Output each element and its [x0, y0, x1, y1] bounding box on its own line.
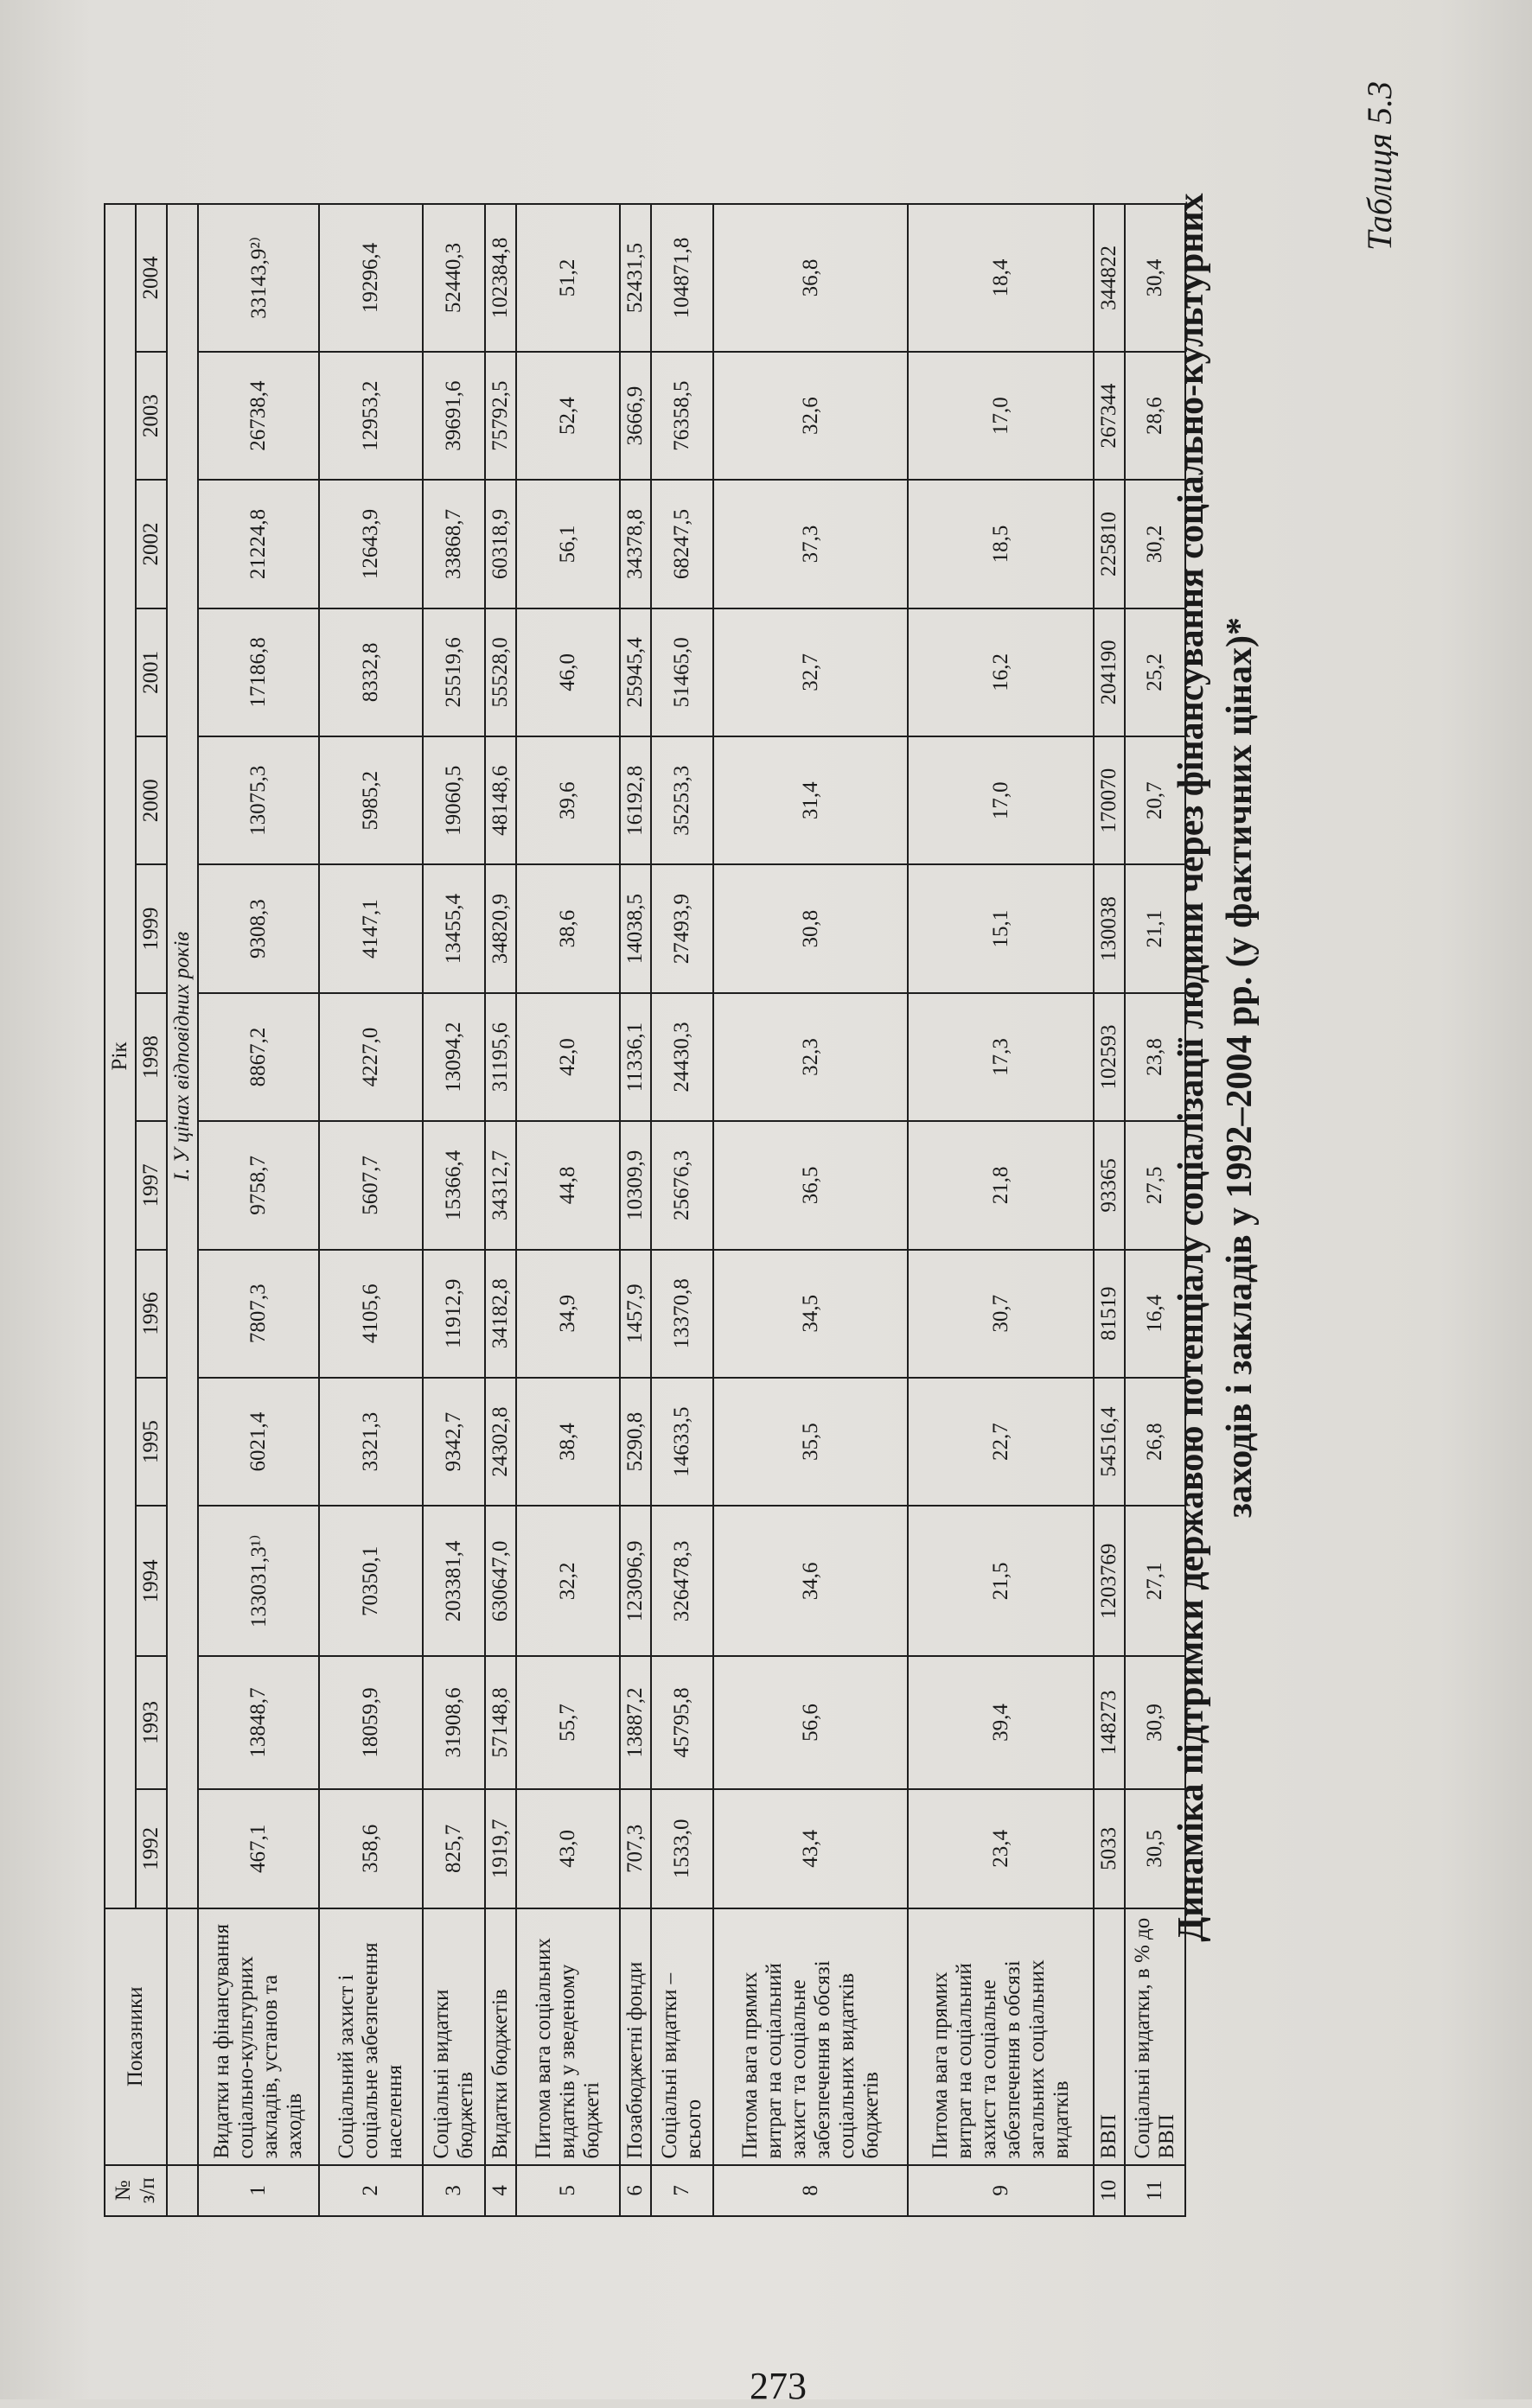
row-label: Видатки на фінансування соціально-культурних закладів, установ та заходів — [198, 1908, 319, 2165]
table-cell: 30,2 — [1125, 480, 1185, 608]
header-year-cell: 1999 — [136, 864, 167, 992]
table-cell: 43,4 — [713, 1789, 908, 1908]
table-cell: 18,5 — [908, 480, 1094, 608]
table-cell: 21224,8 — [198, 480, 319, 608]
table-cell: 344822 — [1094, 204, 1125, 352]
header-year-cell: 1997 — [136, 1121, 167, 1249]
data-table — [104, 203, 1186, 2217]
row-label: Соціальні видатки, в % до ВВП — [1125, 1908, 1185, 2165]
table-cell: 13848,7 — [198, 1656, 319, 1788]
table-row — [620, 204, 651, 2216]
title-line-2: заходів і закладів у 1992–2004 рр. (у фактичних цінах)* — [1220, 617, 1260, 1519]
table-cell: 25,2 — [1125, 608, 1185, 736]
table-cell: 27493,9 — [651, 864, 713, 992]
table-cell: 25676,3 — [651, 1121, 713, 1249]
header-year-cell: 1996 — [136, 1250, 167, 1378]
row-number: 2 — [319, 2165, 423, 2216]
table-cell: 48148,6 — [485, 736, 516, 864]
row-number: 8 — [713, 2165, 908, 2216]
table-cell: 46,0 — [516, 608, 620, 736]
table-cell: 16,2 — [908, 608, 1094, 736]
header-year-cell: 2002 — [136, 480, 167, 608]
table-cell: 42,0 — [516, 993, 620, 1121]
header-year-cell: 2000 — [136, 736, 167, 864]
table-cell: 43,0 — [516, 1789, 620, 1908]
row-number: 4 — [485, 2165, 516, 2216]
table-cell: 133031,3¹⁾ — [198, 1506, 319, 1656]
table-row — [908, 204, 1094, 2216]
table-cell: 21,1 — [1125, 864, 1185, 992]
table-cell: 34312,7 — [485, 1121, 516, 1249]
row-number: 7 — [651, 2165, 713, 2216]
table-cell: 17186,8 — [198, 608, 319, 736]
table-cell: 5607,7 — [319, 1121, 423, 1249]
table-row — [1094, 204, 1125, 2216]
table-cell: 56,1 — [516, 480, 620, 608]
table-cell: 55528,0 — [485, 608, 516, 736]
table-cell: 39,6 — [516, 736, 620, 864]
table-cell: 8332,8 — [319, 608, 423, 736]
table-cell: 30,9 — [1125, 1656, 1185, 1788]
table-cell: 14633,5 — [651, 1378, 713, 1506]
table-cell: 32,3 — [713, 993, 908, 1121]
row-label: Видатки бюджетів — [485, 1908, 516, 2165]
table-row — [713, 204, 908, 2216]
table-cell: 7807,3 — [198, 1250, 319, 1378]
table-cell: 76358,5 — [651, 352, 713, 480]
table-cell: 1919,7 — [485, 1789, 516, 1908]
table-cell: 9758,7 — [198, 1121, 319, 1249]
table-row — [651, 204, 713, 2216]
table-cell: 25945,4 — [620, 608, 651, 736]
table-cell: 25519,6 — [423, 608, 485, 736]
row-label: ВВП — [1094, 1908, 1125, 2165]
row-label: Питома вага прямих витрат на соціальний захист та соціальне забезпечення в обсязі загальних соціальних видатків — [908, 1908, 1094, 2165]
table-cell: 51,2 — [516, 204, 620, 352]
page-number: 273 — [750, 2365, 807, 2407]
table-cell: 17,3 — [908, 993, 1094, 1121]
row-number: 10 — [1094, 2165, 1125, 2216]
row-number: 3 — [423, 2165, 485, 2216]
row-label: Соціальний захист і соціальне забезпечення населення — [319, 1908, 423, 2165]
table-cell: 22,7 — [908, 1378, 1094, 1506]
header-indicator: Показники — [105, 1908, 167, 2165]
table-cell: 56,6 — [713, 1656, 908, 1788]
table-cell: 27,1 — [1125, 1506, 1185, 1656]
table-cell: 18059,9 — [319, 1656, 423, 1788]
rotated-content — [52, 0, 1452, 2247]
row-label: Питома вага прямих витрат на соціальний захист та соціальне забезпечення в обсязі соціальних видатків бюджетів — [713, 1908, 908, 2165]
table-cell: 16192,8 — [620, 736, 651, 864]
table-cell: 4147,1 — [319, 864, 423, 992]
table-cell: 102384,8 — [485, 204, 516, 352]
table-cell: 20,7 — [1125, 736, 1185, 864]
table-row — [423, 204, 485, 2216]
table-cell: 31195,6 — [485, 993, 516, 1121]
table-cell: 15,1 — [908, 864, 1094, 992]
table-cell: 34378,8 — [620, 480, 651, 608]
row-number: 11 — [1125, 2165, 1185, 2216]
row-label: Соціальні видатки – всього — [651, 1908, 713, 2165]
table-cell: 10309,9 — [620, 1121, 651, 1249]
table-cell: 18,4 — [908, 204, 1094, 352]
table-cell: 35,5 — [713, 1378, 908, 1506]
table-cell: 36,8 — [713, 204, 908, 352]
table-cell: 27,5 — [1125, 1121, 1185, 1249]
header-year-cell: 1998 — [136, 993, 167, 1121]
table-cell: 102593 — [1094, 993, 1125, 1121]
table-cell: 26,8 — [1125, 1378, 1185, 1506]
table-cell: 204190 — [1094, 608, 1125, 736]
table-cell: 55,7 — [516, 1656, 620, 1788]
table-cell: 13887,2 — [620, 1656, 651, 1788]
table-cell: 17,0 — [908, 736, 1094, 864]
table-cell: 12953,2 — [319, 352, 423, 480]
table-cell: 5985,2 — [319, 736, 423, 864]
table-row — [485, 204, 516, 2216]
table-cell: 24302,8 — [485, 1378, 516, 1506]
table-cell: 34,9 — [516, 1250, 620, 1378]
table-cell: 45795,8 — [651, 1656, 713, 1788]
section-row — [167, 204, 198, 2216]
table-cell: 38,6 — [516, 864, 620, 992]
table-row — [319, 204, 423, 2216]
row-number: 6 — [620, 2165, 651, 2216]
table-cell: 1533,0 — [651, 1789, 713, 1908]
table-cell: 26738,4 — [198, 352, 319, 480]
table-cell: 54516,4 — [1094, 1378, 1125, 1506]
table-cell: 70350,1 — [319, 1506, 423, 1656]
table-cell: 467,1 — [198, 1789, 319, 1908]
table-cell: 225810 — [1094, 480, 1125, 608]
table-cell: 23,8 — [1125, 993, 1185, 1121]
table-cell: 15366,4 — [423, 1121, 485, 1249]
table-cell: 75792,5 — [485, 352, 516, 480]
title-line-1: Динаміка підтримки державою потенціалу соціалізації людини через фінансування соціально-культурних — [1171, 193, 1211, 1942]
table-cell: 13075,3 — [198, 736, 319, 864]
table-cell: 33143,9²⁾ — [198, 204, 319, 352]
table-cell: 30,5 — [1125, 1789, 1185, 1908]
table-cell: 52,4 — [516, 352, 620, 480]
table-cell: 34,5 — [713, 1250, 908, 1378]
table-cell: 4105,6 — [319, 1250, 423, 1378]
table-row — [198, 204, 319, 2216]
header-no: № з/п — [105, 2165, 167, 2216]
table-cell: 24430,3 — [651, 993, 713, 1121]
table-cell: 30,7 — [908, 1250, 1094, 1378]
table-cell: 33868,7 — [423, 480, 485, 608]
table-cell: 5290,8 — [620, 1378, 651, 1506]
table-cell: 21,8 — [908, 1121, 1094, 1249]
table-cell: 52431,5 — [620, 204, 651, 352]
table-cell: 4227,0 — [319, 993, 423, 1121]
table-cell: 14038,5 — [620, 864, 651, 992]
table-cell: 35253,3 — [651, 736, 713, 864]
table-cell: 6021,4 — [198, 1378, 319, 1506]
table-cell: 39691,6 — [423, 352, 485, 480]
table-cell: 31,4 — [713, 736, 908, 864]
table-cell: 17,0 — [908, 352, 1094, 480]
table-cell: 38,4 — [516, 1378, 620, 1506]
table-cell: 203381,4 — [423, 1506, 485, 1656]
row-number: 9 — [908, 2165, 1094, 2216]
table-cell: 13455,4 — [423, 864, 485, 992]
table-cell: 19296,4 — [319, 204, 423, 352]
row-label: Позабюджетні фонди — [620, 1908, 651, 2165]
table-cell: 32,6 — [713, 352, 908, 480]
header-year-cell: 1995 — [136, 1378, 167, 1506]
table-cell: 104871,8 — [651, 204, 713, 352]
table-cell: 23,4 — [908, 1789, 1094, 1908]
table-cell: 3321,3 — [319, 1378, 423, 1506]
table-cell: 8867,2 — [198, 993, 319, 1121]
table-cell: 825,7 — [423, 1789, 485, 1908]
table-cell: 37,3 — [713, 480, 908, 608]
table-cell: 19060,5 — [423, 736, 485, 864]
table-cell: 1457,9 — [620, 1250, 651, 1378]
row-label: Питома вага соціальних видатків у зведеному бюджеті — [516, 1908, 620, 2165]
table-cell: 170070 — [1094, 736, 1125, 864]
table-cell: 12643,9 — [319, 480, 423, 608]
table-cell: 81519 — [1094, 1250, 1125, 1378]
table-cell: 13370,8 — [651, 1250, 713, 1378]
table-cell: 68247,5 — [651, 480, 713, 608]
table-cell: 32,2 — [516, 1506, 620, 1656]
table-cell: 30,8 — [713, 864, 908, 992]
table-cell: 11912,9 — [423, 1250, 485, 1378]
table-cell: 34,6 — [713, 1506, 908, 1656]
table-label: Таблиця 5.3 — [1360, 81, 1399, 251]
table-cell: 11336,1 — [620, 993, 651, 1121]
table-cell: 30,4 — [1125, 204, 1185, 352]
table-cell: 52440,3 — [423, 204, 485, 352]
row-number: 1 — [198, 2165, 319, 2216]
table-cell: 93365 — [1094, 1121, 1125, 1249]
table-cell: 34182,8 — [485, 1250, 516, 1378]
header-year-cell: 1992 — [136, 1789, 167, 1908]
row-label: Соціальні видатки бюджетів — [423, 1908, 485, 2165]
table-cell: 3666,9 — [620, 352, 651, 480]
table-cell: 5033 — [1094, 1789, 1125, 1908]
table-cell: 9308,3 — [198, 864, 319, 992]
header-year-cell: 1994 — [136, 1506, 167, 1656]
table-cell: 28,6 — [1125, 352, 1185, 480]
table-cell: 130038 — [1094, 864, 1125, 992]
section-heading: I. У цінах відповідних років — [167, 204, 198, 1908]
table-cell: 13094,2 — [423, 993, 485, 1121]
table-cell: 707,3 — [620, 1789, 651, 1908]
table-cell: 34820,9 — [485, 864, 516, 992]
table-cell: 31908,6 — [423, 1656, 485, 1788]
table-cell: 148273 — [1094, 1656, 1125, 1788]
table-cell: 60318,9 — [485, 480, 516, 608]
table-cell: 326478,3 — [651, 1506, 713, 1656]
table-cell: 51465,0 — [651, 608, 713, 736]
header-year-group: Рік — [105, 204, 136, 1908]
table-cell: 44,8 — [516, 1121, 620, 1249]
table-cell: 1203769 — [1094, 1506, 1125, 1656]
table-row — [516, 204, 620, 2216]
header-year-cell: 1993 — [136, 1656, 167, 1788]
table-cell: 123096,9 — [620, 1506, 651, 1656]
table-cell: 267344 — [1094, 352, 1125, 480]
header-row-years — [136, 204, 167, 2216]
header-year-cell: 2001 — [136, 608, 167, 736]
table-cell: 36,5 — [713, 1121, 908, 1249]
table-cell: 21,5 — [908, 1506, 1094, 1656]
table-cell: 16,4 — [1125, 1250, 1185, 1378]
table-cell: 57148,8 — [485, 1656, 516, 1788]
table-cell: 358,6 — [319, 1789, 423, 1908]
table-cell: 39,4 — [908, 1656, 1094, 1788]
table-cell: 630647,0 — [485, 1506, 516, 1656]
header-year-cell: 2003 — [136, 352, 167, 480]
row-number: 5 — [516, 2165, 620, 2216]
header-year-cell: 2004 — [136, 204, 167, 352]
table-row — [1125, 204, 1185, 2216]
table-cell: 9342,7 — [423, 1378, 485, 1506]
table-cell: 32,7 — [713, 608, 908, 736]
